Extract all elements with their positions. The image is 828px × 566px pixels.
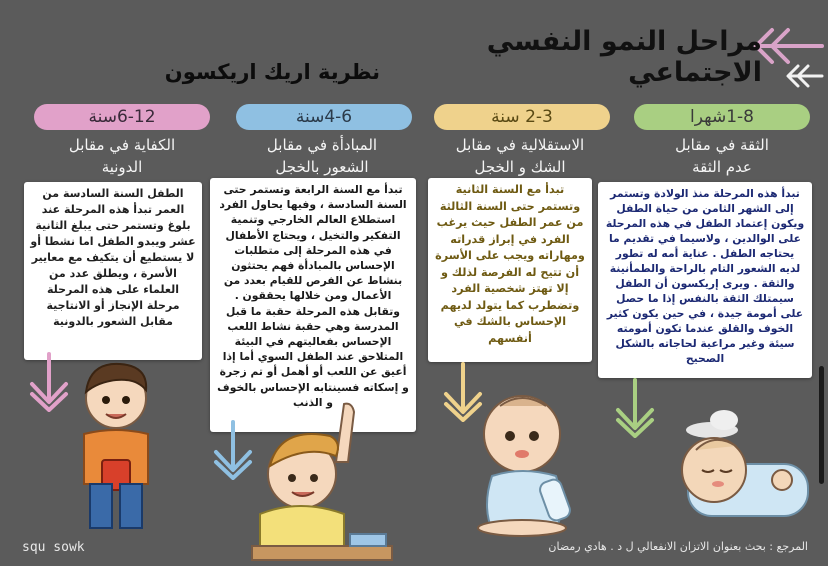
stage-4-age-pill: 6-12سنة: [34, 104, 210, 130]
stage-2-description-card: تبدأ مع السنة الثانية وتستمر حتى السنة الثالثة من عمر الطفل حيث يرغب الفرد في إبراز قدراته ومهاراته ويجب على الأسرة أن تتيح له الفرصة لذلك و إلا تهتز شخصية الفرد وتضطرب كما يتولد لديهم الإحساس بالشك في أنفسهم: [428, 178, 592, 362]
stage-1-label-line1: الثقة في مقابل: [675, 136, 769, 154]
stage-3-description-card: تبدأ مع السنة الرابعة وتستمر حتى السنة السادسة ، وفيها يحاول الفرد استطلاع العالم الخارجي وتنمية التفكير والتخيل ، ويحتاج الأطفال في هذه المرحلة إلى متطلبات الإحساس بالمبادأة فهم يحتثون بنشاط عن الفرص للقيام بعدد من الأعمال ومن خلالها يحققون . وتقابل هذه المرحلة حقبة ما قبل المدرسة وهي حقبة نشاط اللعب الإحساس بفعاليتهم في البيئة المتلاحق عند الطفل السوي أما إذا أعيق عن اللعب أو أهمل أو تم زجرة و إسكاته فسينتابه الإحساس بالخوف و الذنب: [210, 178, 416, 432]
stage-4-label: [32, 134, 212, 178]
page-subtitle: نظرية اريك اريكسون: [164, 60, 380, 84]
stage-1-description-card: تبدأ هذه المرحلة منذ الولادة وتستمر إلى الشهر الثامن من حياة الطفل ويكون إعتماد الطفل في هذه المرحلة على الوالدين ، ولاسيما في تقديم ما يحتاجه الطفل . عناية أمه له تطور لديه الشعور التام بالراحة والطمأنينة والثقة . ويرى إريكسون أن الطفل سيمتلك الثقة بالنفس إذا ما حصل على أمومة جيدة ، في حين يكون كثير الخوف والقلق عندما تكون أمومته سيئة وغير مراعية لحاجاته بالشكل الصحيح: [598, 182, 812, 378]
stage-1-label: [632, 134, 812, 178]
stage-2-label-line2: الشك و الخجل: [474, 158, 566, 176]
child-raising-hand-illustration: [232, 400, 402, 566]
stage-4-description-card: الطفل السنة السادسة من العمر تبدأ هذه المرحلة عند بلوغ وتستمر حتى يبلغ الثانية عشر ويبدو الطفل اما نشطا أو لا يستطيع أن يتكيف مع معايير الأسرة ، ويطلق عدد من العلماء على هذه المرحلة مرحلة الإنجاز أو الانتاجية مقابل الشعور بالدونية: [24, 182, 202, 360]
stage-3-label: [232, 134, 412, 178]
toddler-with-bottle-illustration: [470, 388, 590, 538]
stage-2-age-pill: 2-3 سنة: [434, 104, 610, 130]
page-title: مراحل النمو النفسي الاجتماعي: [486, 26, 762, 88]
stage-3-label-line2: الشعور بالخجل: [275, 158, 369, 176]
signature: squ sowk: [22, 540, 85, 555]
sleeping-baby-illustration: [652, 388, 822, 530]
stage-2-label: [430, 134, 610, 178]
stage-2-label-line1: الاستقلالية في مقابل: [455, 136, 585, 154]
stage-3-age-pill: 4-6سنة: [236, 104, 412, 130]
double-chevron-left-icon-small: [784, 62, 824, 90]
stage-4-label-line1: الكفاية في مقابل: [68, 136, 176, 154]
stage-1-label-line2: عدم الثقة: [692, 158, 752, 176]
schoolboy-with-book-illustration: [62, 360, 172, 536]
reference-text: المرجع : بحث بعنوان الاتزان الانفعالي ل د . هادي رمضان: [548, 540, 808, 553]
stage-1-age-pill: 1-8شهرا: [634, 104, 810, 130]
stage-4-label-line2: الدونية: [101, 158, 143, 176]
scrollbar-thumb[interactable]: [819, 366, 824, 484]
stage-3-label-line1: المبادأة في مقابل: [266, 136, 378, 154]
